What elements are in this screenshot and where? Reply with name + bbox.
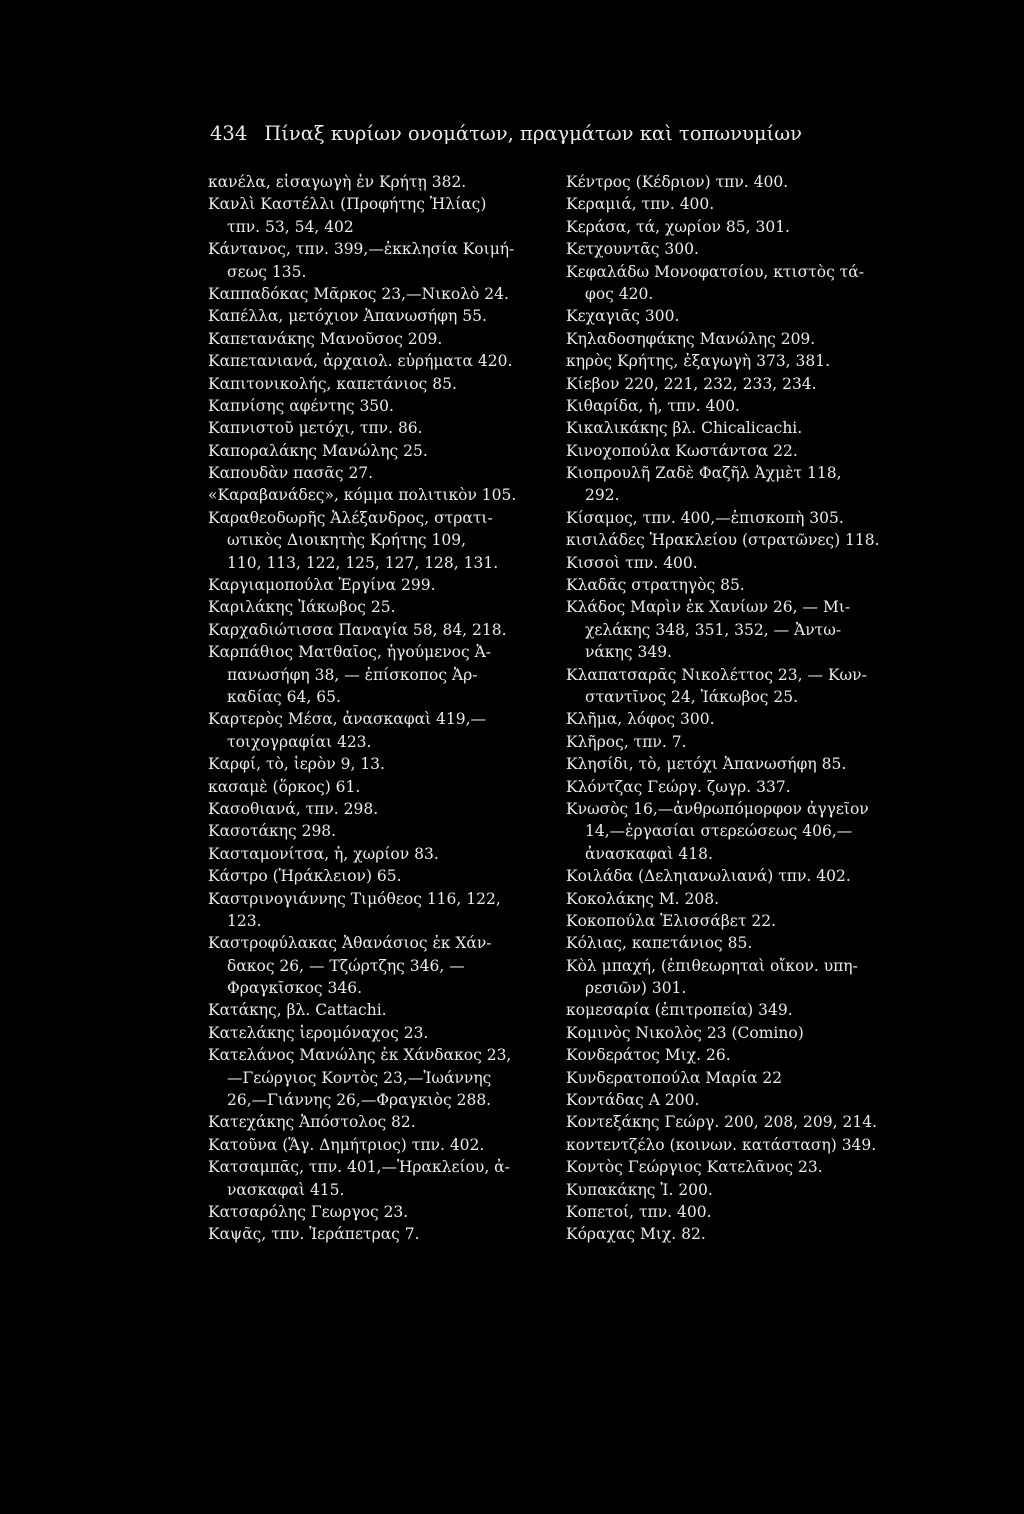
index-entry-line: Κασοτάκης 298. <box>208 822 337 841</box>
index-entry-line: Κλαπατσαρᾶς Νικολέττος 23, — Κων- <box>566 665 867 684</box>
index-entry-line: ρεσιῶν) 301. <box>585 979 687 998</box>
index-entry-line: 26,—Γιάννης 26,—Φραγκιὸς 288. <box>227 1091 492 1110</box>
index-entry-line: Κασταμονίτσα, ἡ, χωρίον 83. <box>208 844 439 863</box>
index-entry-line: Καπνιστοῦ μετόχι, τπν. 86. <box>208 419 423 438</box>
index-entry-line: Κιθαρίδα, ἡ, τπν. 400. <box>566 396 740 415</box>
index-right-column <box>566 171 896 1246</box>
index-entry-line: Κηλαδοσηφάκης Μανώλης 209. <box>566 329 816 348</box>
index-entry-line: Κάντανος, τπν. 399,—ἐκκλησία Κοιμή- <box>208 240 515 259</box>
index-entry-line: Κλάδος Μαρὶν ἐκ Χανίων 26, — Μι- <box>566 598 851 617</box>
index-entry-line: νάκης 349. <box>585 643 672 662</box>
index-entry-line: «Καραβανάδες», κόμμα πολιτικὸν 105. <box>208 486 517 505</box>
index-entry-line: Καστρινογιάννης Τιμόθεος 116, 122, <box>208 889 501 908</box>
index-entry-line: Κετχουντᾶς 300. <box>566 240 699 259</box>
index-entry-line: Κομινὸς Νικολὸς 23 (Comino) <box>566 1023 804 1042</box>
index-entry-line: Καραθεοδωρῆς Ἀλέξανδρος, στρατι- <box>208 508 493 527</box>
index-entry-line: Κὸλ μπαχή, (ἐπιθεωρηταὶ οἴκον. υπη- <box>566 956 858 975</box>
index-entry-line: Κατελάνος Μανώλης ἐκ Χάνδακος 23, <box>208 1046 512 1065</box>
index-entry-line: Κατοῦνα (Ἅγ. Δημήτριος) τπν. 402. <box>208 1135 485 1154</box>
index-entry-line: Κατσαμπᾶς, τπν. 401,—Ἡρακλείου, ἀ- <box>208 1158 510 1177</box>
index-entry-line: χελάκης 348, 351, 352, — Ἀντω- <box>585 620 842 639</box>
index-entry-line: Κίεβον 220, 221, 232, 233, 234. <box>566 374 817 393</box>
index-entry-line: 123. <box>227 911 262 930</box>
index-entry-line: 14,—ἐργασίαι στερεώσεως 406,— <box>585 822 853 841</box>
index-entry-line: Καψᾶς, τπν. Ἱεράπετρας 7. <box>208 1225 420 1244</box>
index-entry-line: Καριλάκης Ἰάκωβος 25. <box>208 598 396 617</box>
index-entry-line: Κικαλικάκης βλ. Chicalicachi. <box>566 419 803 438</box>
index-entry-line: —Γεώργιος Κοντὸς 23,—Ἰωάννης <box>227 1068 492 1087</box>
index-entry-line: Κλῆρος, τπν. 7. <box>566 732 687 751</box>
index-entry-line: Κοκοπούλα Ἐλισσάβετ 22. <box>566 911 776 930</box>
index-entry-line: Κοιλάδα (Δεληιανωλιανά) τπν. 402. <box>566 867 851 886</box>
index-entry-line: Κοντάδας Α 200. <box>566 1091 700 1110</box>
index-entry-line: Κεράσα, τά, χωρίον 85, 301. <box>566 217 790 236</box>
index-entry-line: Κλαδᾶς στρατηγὸς 85. <box>566 576 745 595</box>
index-entry-line: Καρχαδιώτισσα Παναγία 58, 84, 218. <box>208 620 507 639</box>
index-entry-line: Κατελάκης ἱερομόναχος 23. <box>208 1023 429 1042</box>
index-entry-line: Κλόντζας Γεώργ. ζωγρ. 337. <box>566 777 791 796</box>
index-entry-line: Κεραμιά, τπν. 400. <box>566 195 715 214</box>
index-entry-line: Καπέλλα, μετόχιον Ἀπανωσήφη 55. <box>208 307 487 326</box>
index-entry-line: Καπνίσης αφέντης 350. <box>208 396 394 415</box>
index-entry-line: κομεσαρία (ἐπιτροπεία) 349. <box>566 1001 793 1020</box>
index-entry-line: Κονδεράτος Μιχ. 26. <box>566 1046 731 1065</box>
index-entry-line: Καστροφύλακας Ἀθανάσιος ἐκ Χάν- <box>208 934 492 953</box>
index-entry-line: Κίσαμος, τπν. 400,—ἐπισκοπὴ 305. <box>566 508 844 527</box>
index-entry-line: Κόλιας, καπετάνιος 85. <box>566 934 753 953</box>
index-entry-line: Κνωσὸς 16,—ἀνθρωπόμορφον ἀγγεῖον <box>566 799 869 818</box>
index-entry-line: κηρὸς Κρήτης, ἐξαγωγὴ 373, 381. <box>566 352 831 371</box>
index-entry-line: Κλῆμα, λόφος 300. <box>566 710 715 729</box>
index-entry-line: Κυπακάκης Ἰ. 200. <box>566 1180 713 1199</box>
index-entry-line: Κατάκης, βλ. Cattachi. <box>208 1001 387 1020</box>
index-entry-line: κανέλα, εἰσαγωγὴ ἐν Κρήτῃ 382. <box>208 173 467 191</box>
index-entry-line: τπν. 53, 54, 402 <box>227 217 354 236</box>
index-entry-line: Καρτερὸς Μέσα, ἀνασκαφαὶ 419,— <box>208 710 487 729</box>
index-entry-line: Κοπετοί, τπν. 400. <box>566 1202 712 1221</box>
index-left-column <box>208 171 538 1246</box>
index-entry-line: Καποραλάκης Μανώλης 25. <box>208 441 428 460</box>
index-entry-line: ωτικὸς Διοικητὴς Κρήτης 109, <box>227 531 467 550</box>
index-entry-line: ἀνασκαφαὶ 418. <box>585 844 713 863</box>
index-entry-line: τοιχογραφίαι 423. <box>227 732 372 751</box>
index-entry-line: Φραγκῖσκος 346. <box>227 979 363 998</box>
index-entry-line: Κεφαλάδω Μονοφατσίου, κτιστὸς τά- <box>566 262 864 281</box>
index-entry-line: Κιοπρουλῆ Ζαδὲ Φαζῆλ Ἀχμὲτ 118, <box>566 464 842 483</box>
index-entry-line: Κατσαρόλης Γεωργος 23. <box>208 1202 409 1221</box>
index-entry-line: καδίας 64, 65. <box>227 687 341 706</box>
index-entry-line: σταντῖνος 24, Ἰάκωβος 25. <box>585 687 799 706</box>
index-entry-line: κασαμὲ (ὅρκος) 61. <box>208 777 361 796</box>
index-entry-line: Κοντὸς Γεώργιος Κατελᾶνος 23. <box>566 1158 823 1177</box>
index-entry-line: Κεχαγιᾶς 300. <box>566 307 680 326</box>
index-entry-line: Κατεχάκης Ἀπόστολος 82. <box>208 1113 416 1132</box>
index-entry-line: Καρπάθιος Ματθαῖος, ἡγούμενος Ἀ- <box>208 643 492 662</box>
index-entry-line: Καπουδὰν πασᾶς 27. <box>208 464 374 483</box>
index-entry-line: Κινοχοπούλα Κωστάντσα 22. <box>566 441 798 460</box>
index-entry-line: Καπιτονικολής, καπετάνιος 85. <box>208 374 457 393</box>
index-entry-line: νασκαφαὶ 415. <box>227 1180 345 1199</box>
index-entry-line: κοντεντζέλο (κοινων. κατάσταση) 349. <box>566 1135 877 1154</box>
page-header <box>210 122 802 145</box>
index-entry-line: Κοντεξάκης Γεώργ. 200, 208, 209, 214. <box>566 1113 878 1132</box>
index-entry-line: κισιλάδες Ἡρακλείου (στρατῶνες) 118. <box>566 531 880 550</box>
index-entry-line: Κανλὶ Καστέλλι (Προφήτης Ἠλίας) <box>208 195 487 214</box>
index-entry-line: Καππαδόκας Μᾶρκος 23,—Νικολὸ 24. <box>208 284 509 303</box>
index-entry-line: Καπετανιανά, ἀρχαιολ. εὑρήματα 420. <box>208 352 513 371</box>
page-number: 434 <box>210 122 248 145</box>
index-entry-line: Κισσοὶ τπν. 400. <box>566 553 698 572</box>
index-entry-line: 110, 113, 122, 125, 127, 128, 131. <box>227 553 499 572</box>
index-entry-line: σεως 135. <box>227 262 307 281</box>
index-entry-line: Κυνδερατοπούλα Μαρία 22 <box>566 1068 783 1087</box>
index-entry-line: 292. <box>585 486 620 505</box>
index-entry-line: Κέντρος (Κέδριον) τπν. 400. <box>566 173 789 191</box>
index-entry-line: Καρφί, τὸ, ἱερὸν 9, 13. <box>208 755 385 774</box>
index-entry-line: πανωσήφη 38, — ἐπίσκοπος Ἀρ- <box>227 665 478 684</box>
index-entry-line: Καργιαμοπούλα Ἐργίνα 299. <box>208 576 436 595</box>
index-entry-line: Καπετανάκης Μανοῦσος 209. <box>208 329 443 348</box>
page-title: Πίναξ κυρίων ονομάτων, πραγμάτων καὶ τοπωνυμίων <box>264 122 802 145</box>
index-entry-line: δακος 26, — Τζώρτζης 346, — <box>227 956 465 975</box>
index-entry-line: Κοκολάκης Μ. 208. <box>566 889 720 908</box>
index-entry-line: φος 420. <box>585 284 654 303</box>
index-entry-line: Κάστρο (Ἡράκλειον) 65. <box>208 867 402 886</box>
index-entry-line: Κόραχας Μιχ. 82. <box>566 1225 706 1244</box>
index-entry-line: Κασοθιανά, τπν. 298. <box>208 799 379 818</box>
index-entry-line: Κλησίδι, τὸ, μετόχι Ἀπανωσήφη 85. <box>566 755 847 774</box>
